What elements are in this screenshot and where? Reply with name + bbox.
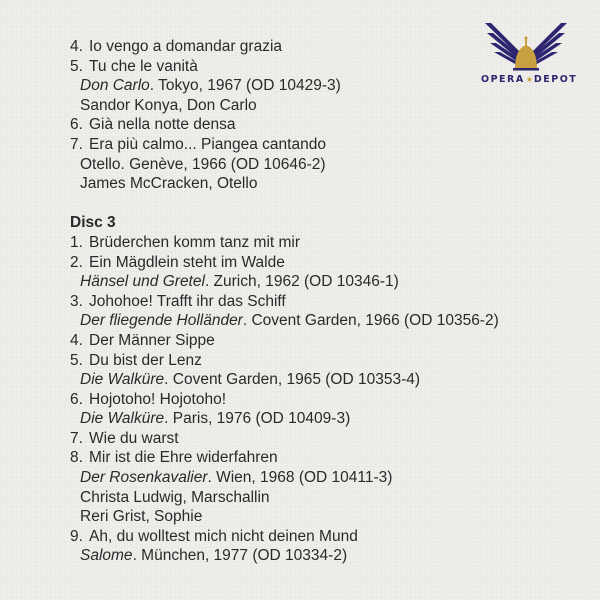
recording-detail: [70, 272, 540, 292]
recording-detail: [70, 311, 540, 331]
recording-info: Sandor Konya, Don Carlo: [80, 96, 257, 114]
track-item: [70, 448, 540, 468]
track-number: 2.: [70, 253, 83, 271]
track-title: Ah, du wolltest mich nicht deinen Mund: [89, 527, 358, 545]
recording-detail: [70, 488, 540, 508]
track-item: [70, 292, 540, 312]
track-number: 3.: [70, 292, 83, 310]
opera-title: Don Carlo: [80, 77, 150, 95]
disc-heading: Disc 3: [70, 214, 116, 232]
track-item: [70, 351, 540, 371]
track-title: Ein Mägdlein steht im Walde: [89, 253, 285, 271]
track-item: [70, 37, 540, 57]
recording-detail: [70, 155, 540, 175]
opera-title: Salome: [80, 547, 133, 565]
star-icon: ★: [525, 75, 533, 84]
track-number: 6.: [70, 116, 83, 134]
track-item: [70, 253, 540, 273]
track-title: Mir ist die Ehre widerfahren: [89, 449, 278, 467]
track-title: Du bist der Lenz: [89, 351, 202, 369]
logo-text-depot: DEPOT: [533, 74, 578, 85]
recording-detail: [70, 468, 540, 488]
recording-detail: [70, 409, 540, 429]
track-item: [70, 135, 540, 155]
track-title: Hojotoho! Hojotoho!: [89, 390, 227, 408]
track-title: Brüderchen komm tanz mit mir: [89, 233, 301, 251]
track-item: [70, 57, 540, 77]
track-number: 4.: [70, 38, 83, 55]
tracklist: [70, 37, 540, 566]
track-number: 9.: [70, 527, 83, 545]
track-number: 5.: [70, 351, 83, 369]
recording-info: Christa Ludwig, Marschallin: [80, 488, 270, 506]
track-number: 4.: [70, 331, 83, 349]
recording-info: . Zurich, 1962 (OD 10346-1): [204, 273, 399, 291]
track-item: [70, 115, 540, 135]
track-item: [70, 233, 540, 253]
recording-detail: [70, 370, 540, 390]
track-title: Era più calmo... Piangea cantando: [89, 135, 326, 153]
recording-info: Otello. Genève, 1966 (OD 10646-2): [80, 155, 326, 173]
track-number: 8.: [70, 449, 83, 467]
track-number: 5.: [70, 57, 83, 75]
recording-info: . München, 1977 (OD 10334-2): [132, 547, 348, 565]
track-item: [70, 390, 540, 410]
track-item: [70, 527, 540, 547]
recording-info: . Covent Garden, 1966 (OD 10356-2): [242, 312, 499, 330]
track-item: [70, 331, 540, 351]
track-item: [70, 429, 540, 449]
opera-title: Der fliegende Holländer: [80, 312, 243, 330]
recording-detail: [70, 546, 540, 566]
recording-detail: [70, 507, 540, 527]
opera-title: Der Rosenkavalier: [80, 469, 208, 487]
recording-info: . Covent Garden, 1965 (OD 10353-4): [164, 371, 421, 389]
recording-info: . Tokyo, 1967 (OD 10429-3): [149, 77, 341, 95]
opera-title: Hänsel und Gretel: [80, 273, 205, 291]
recording-info: Reri Grist, Sophie: [80, 508, 203, 526]
track-title: Der Männer Sippe: [89, 331, 215, 349]
track-number: 6.: [70, 390, 83, 408]
track-title: Johohoe! Trafft ihr das Schiff: [89, 292, 286, 310]
recording-info: James McCracken, Otello: [80, 175, 258, 193]
recording-detail: [70, 174, 540, 194]
track-title: Wie du warst: [89, 429, 179, 447]
logo-text-opera: OPERA: [481, 74, 525, 85]
track-number: 1.: [70, 233, 83, 251]
recording-info: . Paris, 1976 (OD 10409-3): [164, 410, 351, 428]
track-title: Io vengo a domandar grazia: [89, 38, 283, 55]
opera-title: Die Walküre: [80, 410, 165, 428]
recording-detail: [70, 76, 540, 96]
track-number: 7.: [70, 135, 83, 153]
track-title: Già nella notte densa: [89, 116, 236, 134]
opera-title: Die Walküre: [80, 371, 165, 389]
section-spacer: [70, 194, 540, 214]
recording-info: . Wien, 1968 (OD 10411-3): [207, 469, 393, 487]
track-number: 7.: [70, 429, 83, 447]
recording-detail: [70, 96, 540, 116]
track-title: Tu che le vanità: [89, 57, 198, 75]
